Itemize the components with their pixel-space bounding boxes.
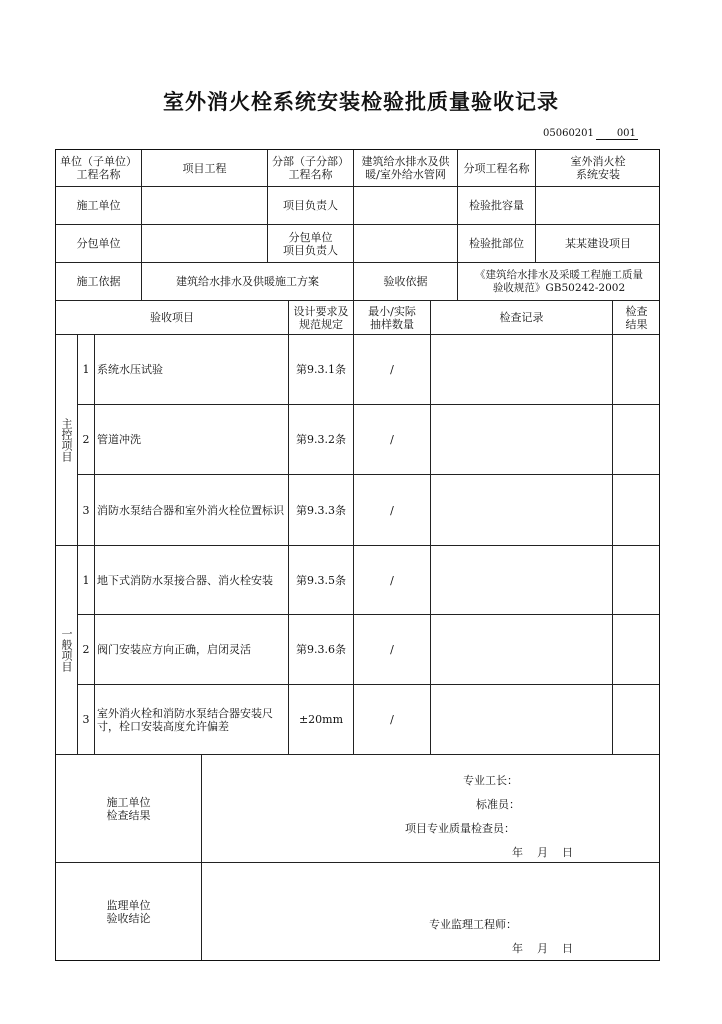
row-spec: 第9.3.2条 [288,404,353,474]
division-name-value[interactable]: 建筑给水排水及供 暖/室外给水管网 [353,149,457,186]
row-spec: ±20mm [288,684,353,754]
row-record[interactable] [430,614,612,684]
row-result[interactable] [612,614,660,684]
row-spec: 第9.3.5条 [288,545,353,614]
col-header-spec: 设计要求及 规范规定 [288,300,353,334]
supervisor-label: 专业监理工程师： [429,918,517,931]
row-number: 2 [77,614,94,684]
project-manager-label: 项目负责人 [267,186,353,224]
batch-location-label: 检验批部位 [457,224,535,262]
unit-name-label: 单位（子单位） 工程名称 [55,149,141,186]
construction-check-label: 施工单位 检查结果 [55,754,201,862]
subcontract-manager-value[interactable] [353,224,457,262]
col-header-result: 检查 结果 [612,300,660,334]
row-number: 1 [77,545,94,614]
project-manager-value[interactable] [353,186,457,224]
row-item: 管道冲洗 [94,404,288,474]
row-record[interactable] [430,404,612,474]
row-record[interactable] [430,474,612,545]
row-spec: 第9.3.3条 [288,474,353,545]
construction-basis-label: 施工依据 [55,262,141,300]
subcontract-manager-label: 分包单位 项目负责人 [267,224,353,262]
batch-location-value[interactable]: 某某建设项目 [535,224,660,262]
group-label-main-control: 主控项目 [55,334,77,545]
row-sample[interactable]: / [353,404,430,474]
col-header-item: 验收项目 [55,300,288,334]
row-result[interactable] [612,545,660,614]
subitem-name-value[interactable]: 室外消火栓 系统安装 [535,149,660,186]
batch-capacity-value[interactable] [535,186,660,224]
unit-name-value[interactable]: 项目工程 [141,149,267,186]
foreman-label: 专业工长： [463,774,518,787]
row-number: 3 [77,684,94,754]
document-code-number: 001 [596,128,638,140]
supervision-label: 监理单位 验收结论 [55,862,201,961]
document-code [543,128,638,140]
row-item: 消防水泵结合器和室外消火栓位置标识 [94,474,288,545]
col-header-sample: 最小/实际 抽样数量 [353,300,430,334]
row-result[interactable] [612,334,660,404]
group-label-general: 一般项目 [55,545,77,754]
standard-officer-label: 标准员： [476,798,520,811]
row-number: 3 [77,474,94,545]
col-header-record: 检查记录 [430,300,612,334]
row-record[interactable] [430,334,612,404]
row-sample[interactable]: / [353,614,430,684]
row-record[interactable] [430,545,612,614]
supervision-date: 年 月 日 [512,942,573,955]
subcontract-unit-value[interactable] [141,224,267,262]
row-sample[interactable]: / [353,684,430,754]
construction-unit-value[interactable] [141,186,267,224]
row-result[interactable] [612,684,660,754]
row-item: 室外消火栓和消防水泵结合器安装尺寸，栓口安装高度允许偏差 [94,684,288,754]
quality-inspector-label: 项目专业质量检查员： [405,822,515,835]
acceptance-basis-label: 验收依据 [353,262,457,300]
construction-unit-label: 施工单位 [55,186,141,224]
division-name-label: 分部（子分部） 工程名称 [267,149,353,186]
row-spec: 第9.3.1条 [288,334,353,404]
supervision-signature-area[interactable] [201,862,660,961]
construction-check-date: 年 月 日 [512,846,573,859]
row-item: 系统水压试验 [94,334,288,404]
page-title: 室外消火栓系统安装检验批质量验收记录 [163,90,559,114]
subcontract-unit-label: 分包单位 [55,224,141,262]
row-record[interactable] [430,684,612,754]
row-number: 1 [77,334,94,404]
row-result[interactable] [612,474,660,545]
batch-capacity-label: 检验批容量 [457,186,535,224]
row-item: 阀门安装应方向正确，启闭灵活 [94,614,288,684]
row-item: 地下式消防水泵接合器、消火栓安装 [94,545,288,614]
construction-basis-value[interactable]: 建筑给水排水及供暖施工方案 [141,262,353,300]
row-spec: 第9.3.6条 [288,614,353,684]
subitem-name-label: 分项工程名称 [457,149,535,186]
row-number: 2 [77,404,94,474]
document-code-prefix: 05060201 [543,128,594,139]
construction-check-signature-area[interactable] [201,754,660,862]
row-result[interactable] [612,404,660,474]
row-sample[interactable]: / [353,545,430,614]
row-sample[interactable]: / [353,334,430,404]
acceptance-basis-value[interactable]: 《建筑给水排水及采暖工程施工质量 验收规范》GB50242-2002 [457,262,660,300]
row-sample[interactable]: / [353,474,430,545]
